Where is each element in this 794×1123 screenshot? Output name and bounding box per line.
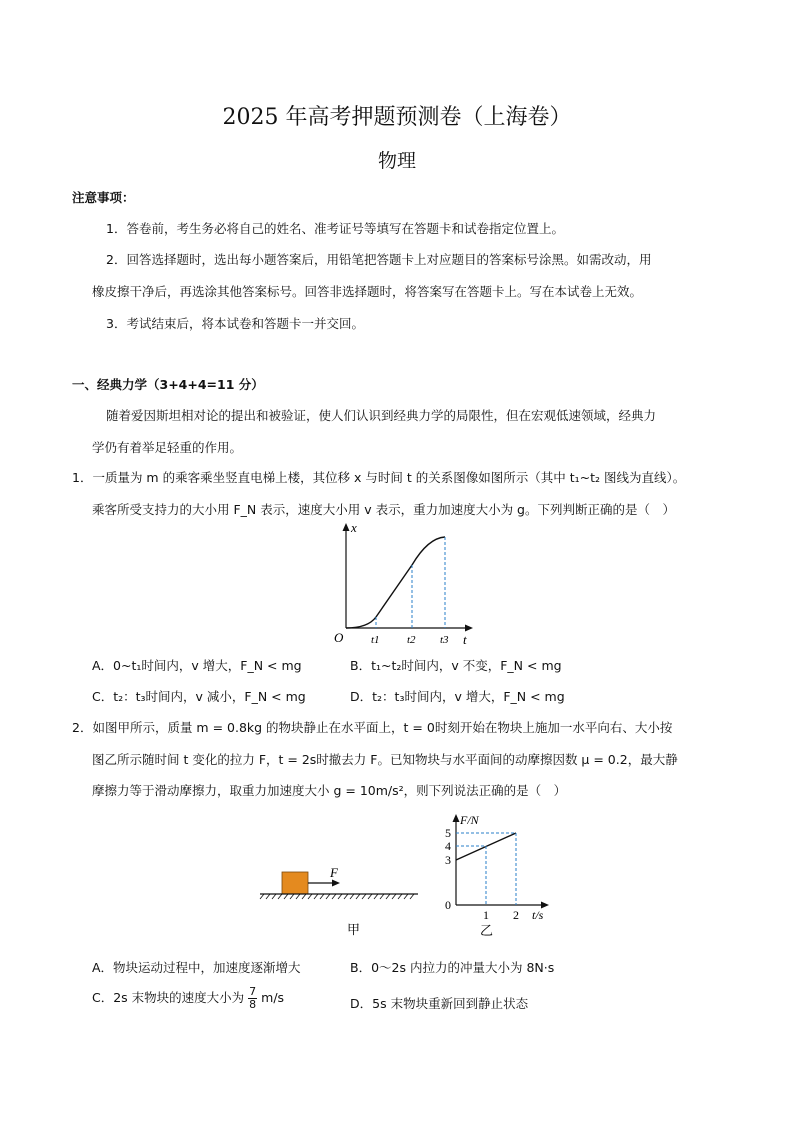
notice-heading: 注意事项： xyxy=(72,190,135,205)
q2-x-label: t/s xyxy=(532,908,544,922)
q2-option-c-numerator: 7 xyxy=(249,985,257,998)
section-intro-line-1: 随着爱因斯坦相对论的提出和被验证，使人们认识到经典力学的局限性，但在宏观低速领域，经典力 xyxy=(106,408,657,423)
notice-item-1: 1．答卷前，考生务必将自己的姓名、准考证号等填写在答题卡和试卷指定位置上。 xyxy=(106,221,564,236)
q2-y-label: F/N xyxy=(460,813,479,827)
q2-stem-line-2: 图乙所示随时间 t 变化的拉力 F，t = 2s时撤去力 F。已知物块与水平面间的动摩擦因数 μ = 0.2，最大静 xyxy=(92,752,678,767)
q1-t1-label: t1 xyxy=(371,634,380,646)
q2-y-tick-5: 5 xyxy=(445,826,451,840)
q2-force-label: F xyxy=(330,865,338,880)
q2-stem-line-1: 2．如图甲所示，质量 m = 0.8kg 的物块静止在水平面上，t = 0时刻开始在物块上施加一水平向右、大小按 xyxy=(72,720,673,735)
section-intro-line-2: 学仍有着举足轻重的作用。 xyxy=(92,440,243,455)
q2-option-c-denominator: 8 xyxy=(249,998,257,1011)
q1-option-a[interactable]: A．0~t₁时间内，v 增大，F_N < mg xyxy=(92,658,302,673)
q2-x-tick-2: 2 xyxy=(513,908,519,922)
q1-stem-line-1: 1．一质量为 m 的乘客乘坐竖直电梯上楼，其位移 x 与时间 t 的关系图像如图所示（其中 t₁~t₂ 图线为直线）。 xyxy=(72,470,686,485)
q2-ground-hatch xyxy=(260,894,414,899)
notice-item-2-line-1: 2．回答选择题时，选出每小题答案后，用铅笔把答题卡上对应题目的答案标号涂黑。如需改动，用 xyxy=(106,252,652,267)
q1-x-label: t xyxy=(463,632,467,647)
q2-caption-yi: 乙 xyxy=(480,923,494,938)
q1-option-c[interactable]: C．t₂：t₃时间内，v 减小，F_N < mg xyxy=(92,689,306,704)
q1-t2-label: t2 xyxy=(407,634,416,646)
q1-x-axis-arrow xyxy=(465,625,473,632)
q2-y-tick-4: 4 xyxy=(445,839,451,853)
q2-option-d[interactable]: D．5s 末物块重新回到静止状态 xyxy=(350,996,529,1011)
q1-option-d[interactable]: D．t₂：t₃时间内，v 增大，F_N < mg xyxy=(350,689,565,704)
q2-option-c-fraction xyxy=(248,986,257,1011)
q2-figure-jia xyxy=(258,862,428,938)
notice-item-2-line-2: 橡皮擦干净后，再选涂其他答案标号。回答非选择题时，将答案写在答题卡上。写在本试卷上无效。 xyxy=(92,284,643,299)
q1-xt-curve xyxy=(346,537,445,628)
q2-y-axis-arrow xyxy=(453,814,460,822)
q2-option-c[interactable] xyxy=(92,986,284,1011)
q2-stem-line-3: 摩擦力等于滑动摩擦力，取重力加速度大小 g = 10m/s²，则下列说法正确的是（ ） xyxy=(92,783,567,798)
notice-item-3: 3．考试结束后，将本试卷和答题卡一并交回。 xyxy=(106,316,364,331)
exam-title: 2025 年高考押题预测卷（上海卷） xyxy=(222,105,572,130)
q2-block xyxy=(282,872,308,894)
q2-y-tick-3: 3 xyxy=(445,853,451,867)
q1-xt-graph xyxy=(320,520,490,648)
section-heading: 一、经典力学（3+4+4=11 分） xyxy=(72,377,264,392)
q2-figure-yi xyxy=(436,808,566,938)
q2-force-arrow-head xyxy=(332,880,340,887)
q1-y-label: x xyxy=(351,520,357,535)
q2-x-tick-1: 1 xyxy=(483,908,489,922)
q2-caption-jia: 甲 xyxy=(347,922,361,937)
q2-option-c-prefix: C．2s 末物块的速度大小为 xyxy=(92,990,245,1005)
q2-option-c-unit: m/s xyxy=(261,990,285,1005)
q1-y-axis-arrow xyxy=(343,523,350,531)
q2-option-a[interactable]: A．物块运动过程中，加速度逐渐增大 xyxy=(92,960,301,975)
q2-option-b[interactable]: B．0～2s 内拉力的冲量大小为 8N·s xyxy=(350,960,555,975)
q1-option-b[interactable]: B．t₁~t₂时间内，v 不变，F_N < mg xyxy=(350,658,562,673)
exam-subject: 物理 xyxy=(377,150,416,172)
q2-origin-label: 0 xyxy=(445,898,451,912)
q1-stem-line-2: 乘客所受支持力的大小用 F_N 表示，速度大小用 v 表示，重力加速度大小为 g。下列判断正确的是（ ） xyxy=(92,502,675,517)
q1-origin-label: O xyxy=(334,630,344,645)
q1-t3-label: t3 xyxy=(440,634,449,646)
